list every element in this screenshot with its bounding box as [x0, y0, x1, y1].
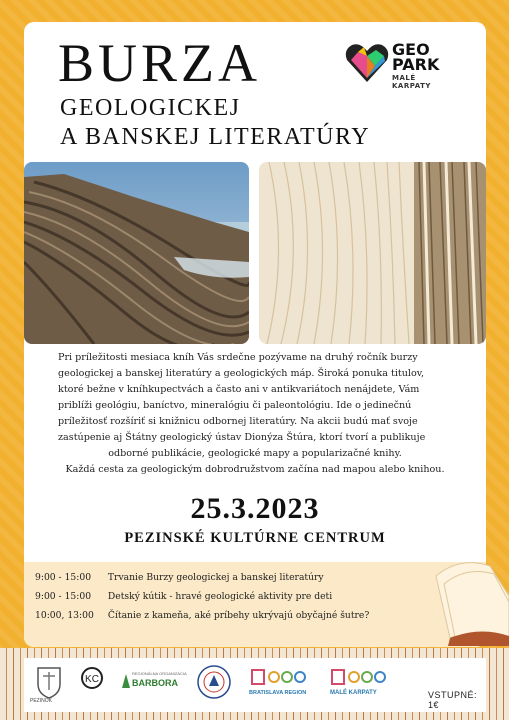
male-karpaty-label: MALÉ KARPATY [330, 690, 377, 696]
event-venue: PEZINSKÉ KULTÚRNE CENTRUM [124, 530, 386, 546]
logo-park: PARK [392, 55, 440, 74]
schedule-text: Detský kútik - hravé geologické aktivity pre deti [107, 591, 333, 602]
schedule-time: 9:00 - 15:00 [35, 591, 92, 602]
description-paragraph [58, 350, 452, 478]
svg-text:KC: KC [85, 674, 99, 685]
bratislava-region-icon [250, 668, 310, 688]
schedule-text: Čítanie z kameňa, aké príbehy ukrývajú obyčajné šutre? [107, 610, 370, 621]
poster-card [24, 22, 486, 647]
sponsors-strip [24, 658, 486, 712]
description-line: priblíži geológiu, baníctvo, mineralógiu či paleontológiu. Ide o jedinečnú [58, 400, 412, 411]
subtitle-line-1: GEOLOGICKEJ [60, 95, 241, 121]
subtitle-line-2: A BANSKEJ LITERATÚRY [60, 124, 371, 150]
book-pages-photo [259, 162, 486, 344]
page-subtitle [60, 94, 370, 152]
description-line: zastúpenie aj Štátny geologický ústav Dionýza Štúra, ktorí tvorí a publikuje [58, 432, 426, 443]
pezinok-label: PEZINOK [30, 698, 52, 704]
male-karpaty-icon [330, 668, 390, 688]
description-line: Každá cesta za geologickým dobrodružstvom začína nad mapou alebo knihou. [65, 464, 445, 475]
schedule-table [24, 562, 486, 647]
open-book-icon [430, 556, 509, 646]
event-date: 25.3.2023 [190, 492, 320, 525]
description-line: Pri príležitosti mesiaca kníh Vás srdečne pozývame na druhý ročník burzy [58, 352, 418, 363]
entry-fee: VSTUPNÉ: 1€ [428, 690, 478, 710]
schedule-row [35, 572, 324, 583]
seal-icon [196, 664, 232, 700]
schedule-time: 10:00, 13:00 [35, 610, 94, 621]
logo-geo: GEO [392, 40, 430, 59]
barbora-small-label: REGIONÁLNA ORGANIZÁCIA [132, 671, 187, 676]
description-line: geologickej a banskej literatúry a geologických máp. Široká ponuka titulov, [58, 368, 425, 379]
bratislava-region-label: BRATISLAVA REGION [249, 690, 307, 696]
geopark-heart-icon [344, 42, 390, 84]
logo-region: MALÉ KARPATY [392, 74, 431, 90]
description-line: príležitosť rozšíriť si knižnicu odbornej literatúry. Na akcii budú mať svoje [58, 416, 418, 427]
geopark-logo [344, 42, 454, 92]
footer-bar [0, 648, 509, 720]
geopark-text [392, 42, 454, 90]
barbora-label: BARBORA [132, 678, 178, 688]
page-title: BURZA [58, 33, 262, 93]
schedule-row [35, 591, 332, 602]
kc-logo-icon [80, 664, 104, 704]
schedule-time: 9:00 - 15:00 [35, 572, 92, 583]
schedule-row [35, 610, 369, 621]
barbora-icon [120, 672, 132, 690]
description-line: ktoré bežne v kníhkupectvách a často ani v antikvariátoch nenájdete, Vám [58, 384, 420, 395]
description-line: odborné publikácie, geologické mapy a popularizačné knihy. [108, 448, 402, 459]
schedule-text: Trvanie Burzy geologickej a banskej literatúry [107, 572, 324, 583]
rock-formation-photo [24, 162, 249, 344]
